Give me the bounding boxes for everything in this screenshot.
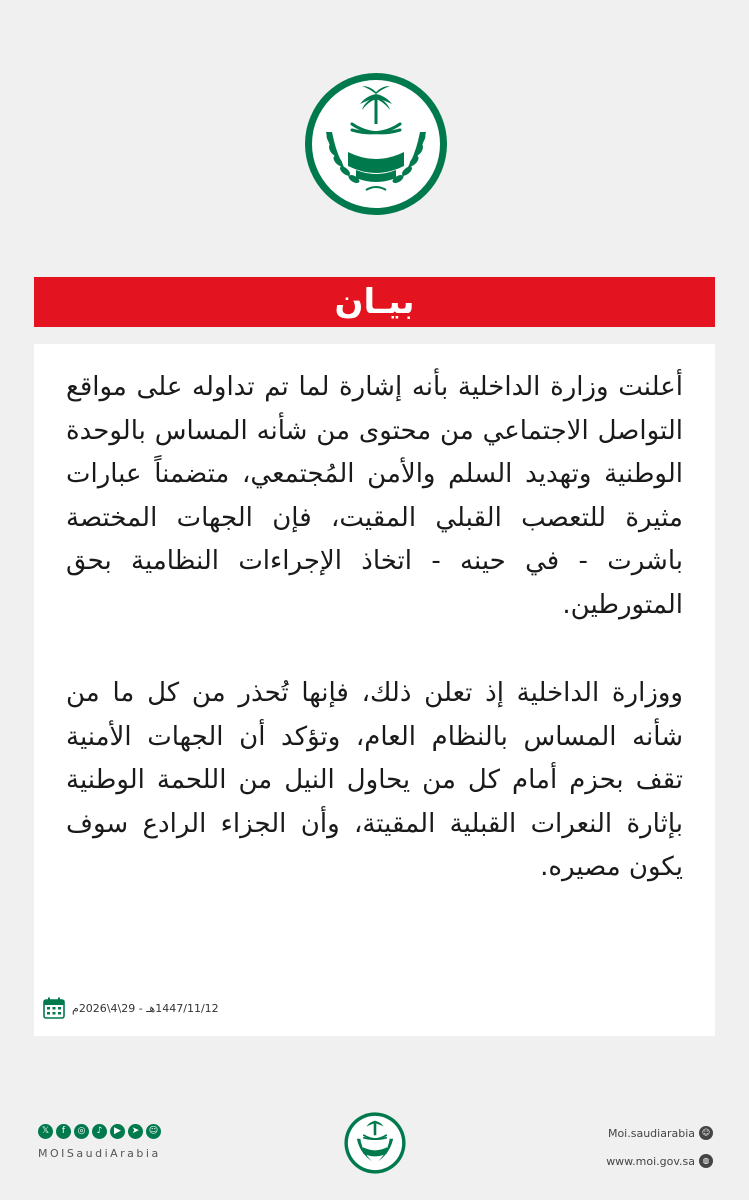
website-row[interactable] <box>606 1152 713 1170</box>
instagram-icon[interactable]: ◎ <box>74 1124 89 1139</box>
website-link[interactable]: www.moi.gov.sa <box>606 1154 695 1168</box>
statement-title: بيـان <box>334 282 415 322</box>
snapchat-handle: Moi.saudiarabia <box>607 1126 695 1140</box>
snapchat-icon[interactable]: ☺ <box>146 1124 161 1139</box>
footer-contact <box>606 1124 713 1170</box>
moi-emblem-logo <box>304 72 448 216</box>
social-icons-row <box>38 1124 161 1139</box>
globe-icon: ◍ <box>699 1154 713 1168</box>
facebook-icon[interactable]: f <box>56 1124 71 1139</box>
calendar-icon <box>42 996 66 1020</box>
statement-paragraph-2: ووزارة الداخلية إذ تعلن ذلك، فإنها تُحذر من كل ما من شأنه المساس بالنظام العام، وتؤكد أن الجهات الأمنية تقف بحزم أمام كل من يحاول النيل من اللحمة الوطنية بإثارة النعرات القبلية المقيتة، وأن الجزاء الرادع سوف يكون مصيره. <box>66 678 683 882</box>
social-handle: MOISaudiArabia <box>38 1147 161 1160</box>
statement-card <box>34 344 715 1036</box>
snapchat-handle-row[interactable] <box>606 1124 713 1142</box>
statement-paragraph-1: أعلنت وزارة الداخلية بأنه إشارة لما تم تداوله على مواقع التواصل الاجتماعي من محتوى من شأنه المساس بالوحدة الوطنية وتهديد السلم والأمن المُجتمعي، متضمناً عبارات مثيرة للتعصب القبلي المقيت، فإن الجهات المختصة باشرت - في حينه - اتخاذ الإجراءات النظامية بحق المتورطين. <box>66 372 683 620</box>
snapchat-ghost-icon: ☺ <box>699 1126 713 1140</box>
telegram-icon[interactable]: ➤ <box>128 1124 143 1139</box>
statement-date: 1447/11/12هـ - 29\4\2026م <box>72 1001 219 1015</box>
youtube-icon[interactable]: ▶ <box>110 1124 125 1139</box>
title-banner <box>34 277 715 327</box>
footer-social <box>38 1124 161 1160</box>
tiktok-icon[interactable]: ♪ <box>92 1124 107 1139</box>
moi-emblem-footer-logo <box>344 1112 406 1174</box>
date-row <box>42 996 219 1020</box>
x-icon[interactable]: 𝕏 <box>38 1124 53 1139</box>
